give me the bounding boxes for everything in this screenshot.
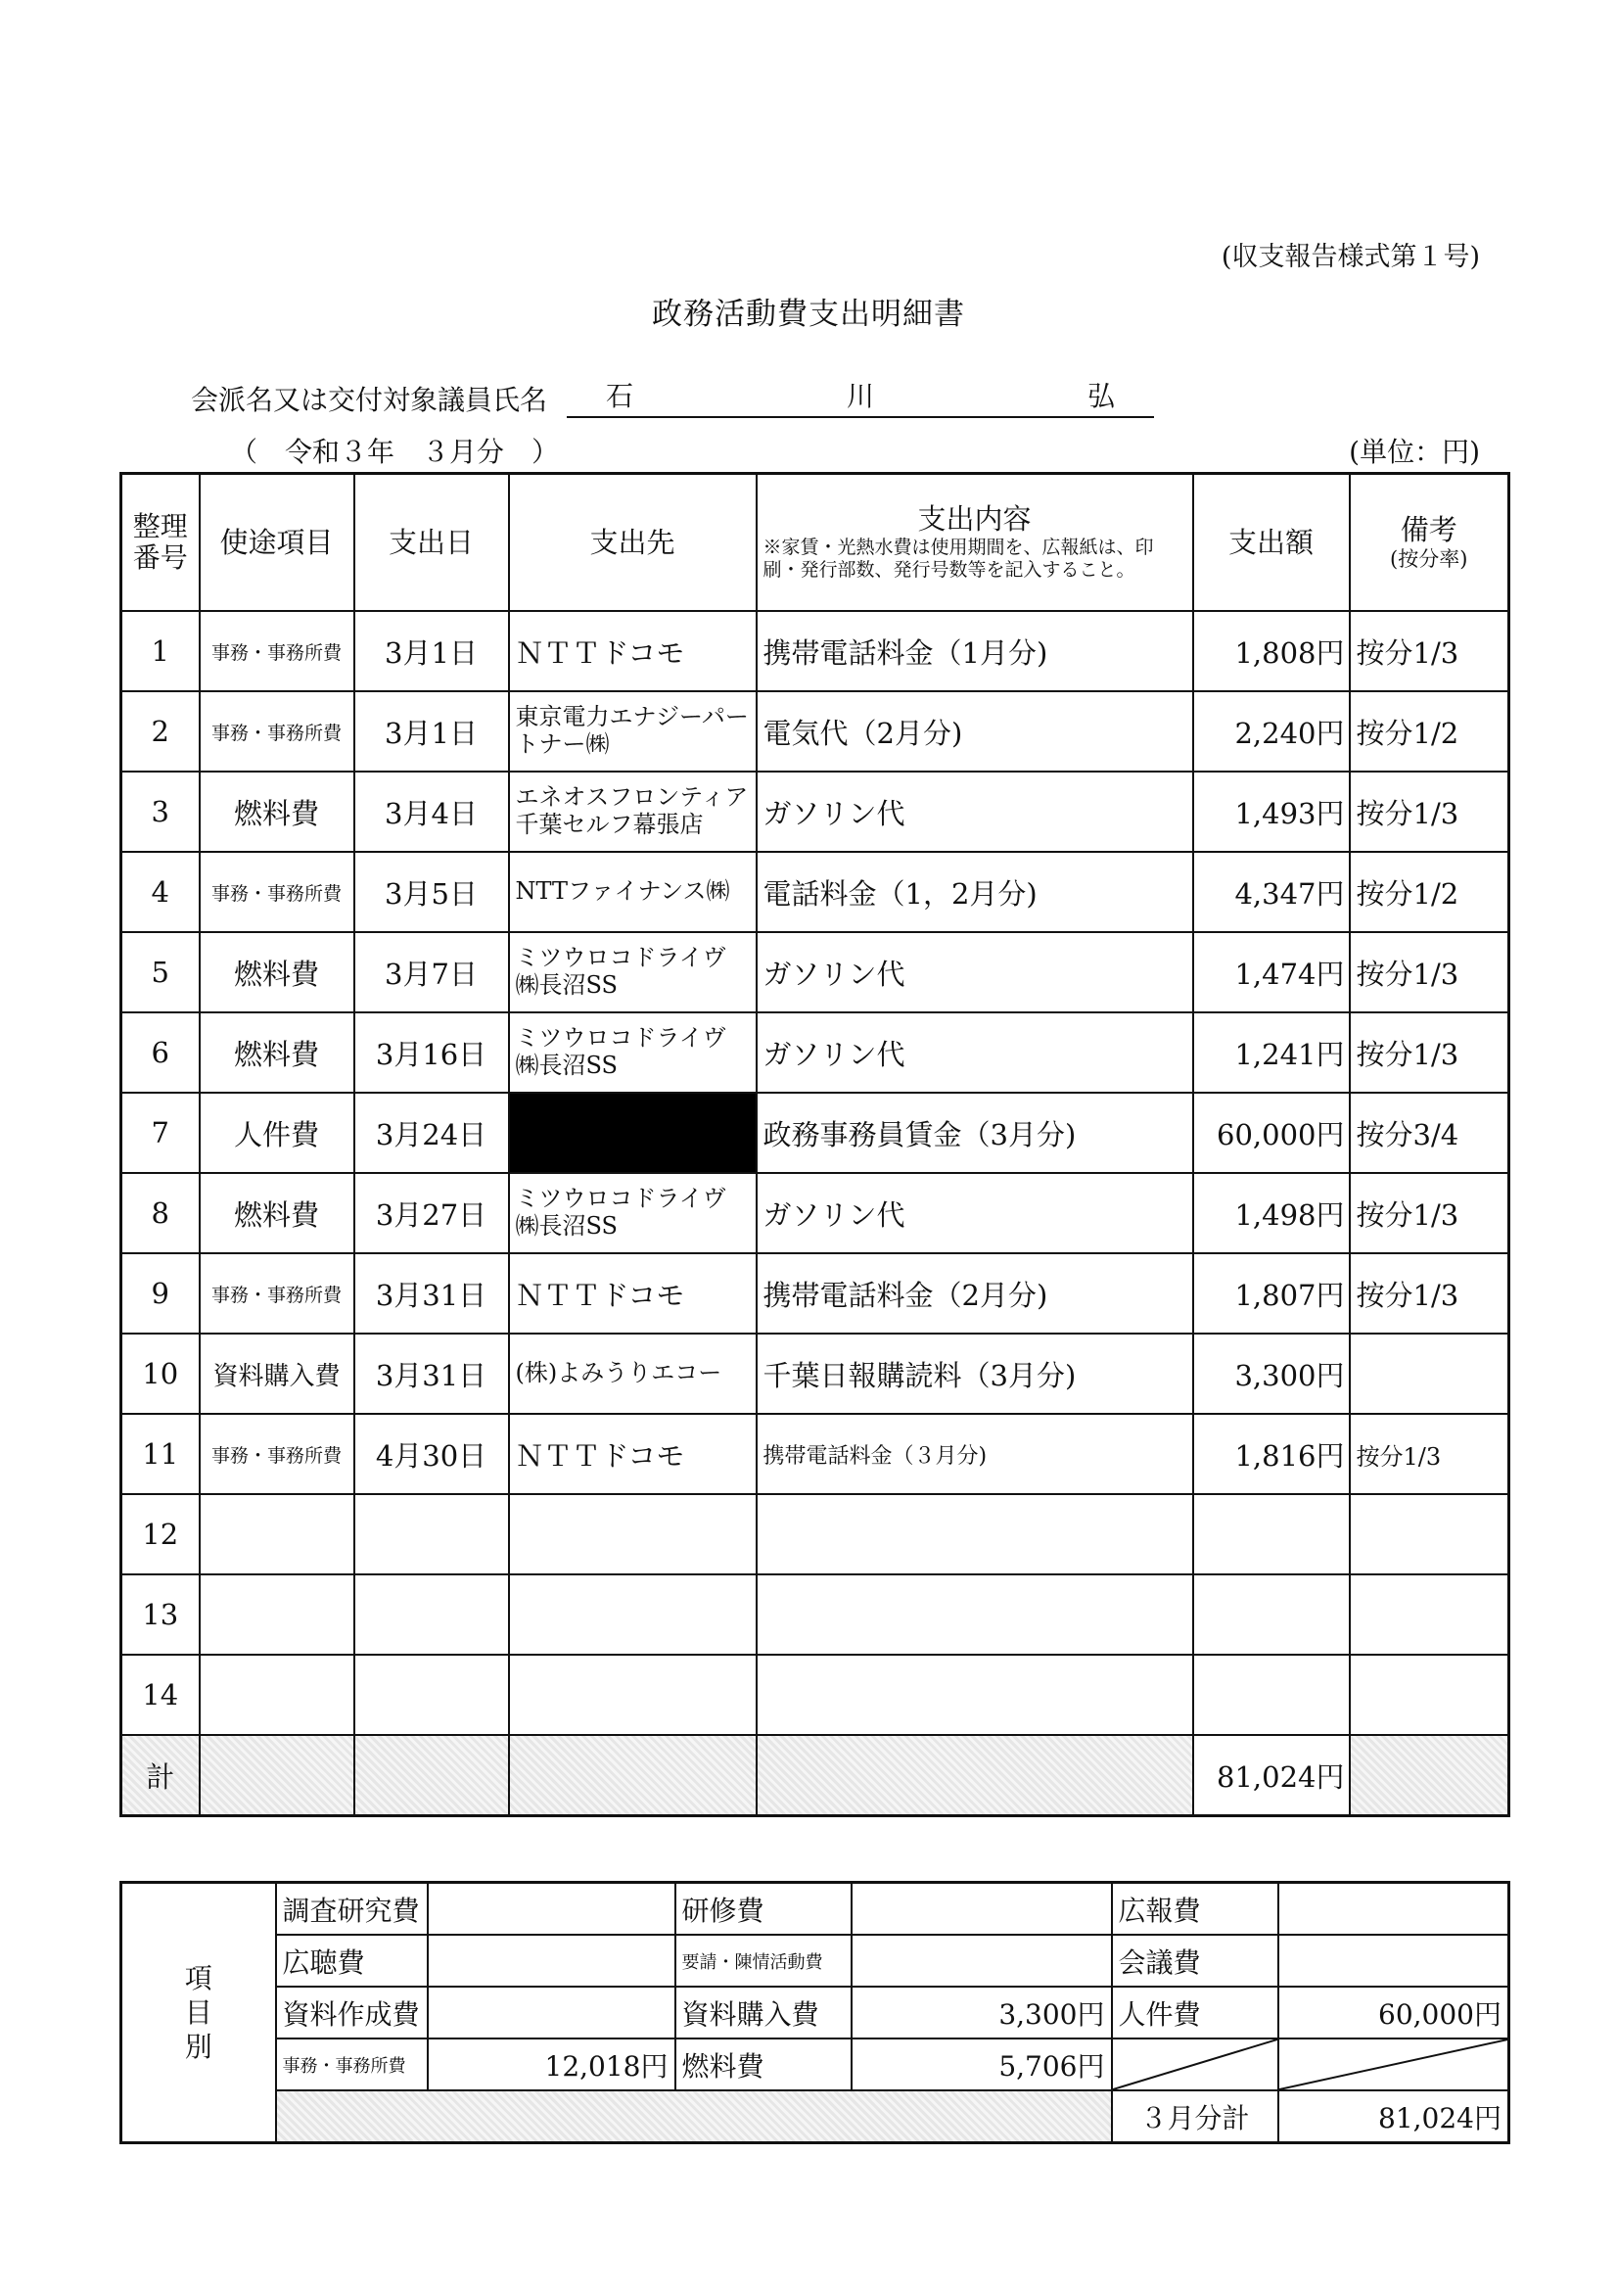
table-row bbox=[121, 691, 1509, 772]
row-category: 資料購入費 bbox=[200, 1334, 354, 1414]
table-row bbox=[121, 1093, 1509, 1173]
table-row bbox=[121, 1655, 1509, 1735]
summary-personnel-value: 60,000円 bbox=[1278, 1987, 1509, 2038]
shaded-cell bbox=[200, 1735, 354, 1816]
row-remarks: 按分3/4 bbox=[1350, 1093, 1509, 1173]
row-category bbox=[200, 1655, 354, 1735]
row-content bbox=[757, 1574, 1193, 1655]
header-remarks-sub: (按分率) bbox=[1390, 546, 1468, 571]
row-content: ガソリン代 bbox=[757, 1173, 1193, 1253]
row-remarks bbox=[1350, 1494, 1509, 1574]
summary-training-label: 研修費 bbox=[675, 1883, 852, 1936]
row-number: 1 bbox=[121, 611, 200, 691]
row-date: 3月31日 bbox=[354, 1253, 509, 1334]
row-amount: 1,807円 bbox=[1193, 1253, 1350, 1334]
summary-public-hearing-label: 広聴費 bbox=[276, 1935, 428, 1987]
table-row bbox=[121, 852, 1509, 932]
row-payee: ＮＴＴドコモ bbox=[509, 611, 757, 691]
table-row bbox=[121, 932, 1509, 1012]
header-date: 支出日 bbox=[354, 474, 509, 612]
header-remarks bbox=[1350, 474, 1509, 612]
row-number: 12 bbox=[121, 1494, 200, 1574]
member-name-char: 川 bbox=[847, 380, 875, 412]
summary-row bbox=[121, 2038, 1509, 2090]
summary-meeting-label: 会議費 bbox=[1112, 1935, 1278, 1987]
table-header-row bbox=[121, 474, 1509, 612]
row-date bbox=[354, 1655, 509, 1735]
summary-personnel-label: 人件費 bbox=[1112, 1987, 1278, 2038]
row-date: 3月1日 bbox=[354, 691, 509, 772]
row-date: 3月1日 bbox=[354, 611, 509, 691]
month-total-value: 81,024円 bbox=[1278, 2090, 1509, 2143]
member-name bbox=[567, 375, 1154, 418]
table-row bbox=[121, 1574, 1509, 1655]
table-row bbox=[121, 1253, 1509, 1334]
row-category bbox=[200, 1494, 354, 1574]
row-amount bbox=[1193, 1574, 1350, 1655]
shaded-cell bbox=[509, 1735, 757, 1816]
row-content: 電気代（2月分) bbox=[757, 691, 1193, 772]
summary-fuel-value: 5,706円 bbox=[852, 2038, 1112, 2090]
row-date: 3月31日 bbox=[354, 1334, 509, 1414]
header-category: 使途項目 bbox=[200, 474, 354, 612]
row-date: 3月24日 bbox=[354, 1093, 509, 1173]
header-payee: 支出先 bbox=[509, 474, 757, 612]
member-name-char: 弘 bbox=[1086, 380, 1115, 412]
row-amount bbox=[1193, 1494, 1350, 1574]
row-content: 携帯電話料金（３月分) bbox=[757, 1414, 1193, 1494]
row-amount: 1,241円 bbox=[1193, 1012, 1350, 1093]
row-number: 13 bbox=[121, 1574, 200, 1655]
row-remarks: 按分1/3 bbox=[1350, 932, 1509, 1012]
row-date bbox=[354, 1574, 509, 1655]
shaded-cell bbox=[354, 1735, 509, 1816]
table-row bbox=[121, 1334, 1509, 1414]
row-number: 9 bbox=[121, 1253, 200, 1334]
summary-material-making-value bbox=[428, 1987, 675, 2038]
row-number: 14 bbox=[121, 1655, 200, 1735]
row-content bbox=[757, 1655, 1193, 1735]
summary-petition-label: 要請・陳情活動費 bbox=[675, 1935, 852, 1987]
summary-petition-value bbox=[852, 1935, 1112, 1987]
row-category: 事務・事務所費 bbox=[200, 1414, 354, 1494]
summary-side-label: 項目別 bbox=[121, 1883, 276, 2143]
row-category: 事務・事務所費 bbox=[200, 1253, 354, 1334]
member-name-label: 会派名又は交付対象議員氏名 bbox=[191, 384, 548, 416]
row-date: 3月7日 bbox=[354, 932, 509, 1012]
table-row bbox=[121, 1414, 1509, 1494]
form-number: (収支報告様式第１号) bbox=[1221, 242, 1480, 272]
document-title: 政務活動費支出明細書 bbox=[652, 297, 965, 332]
row-payee: NTTファイナンス㈱ bbox=[509, 852, 757, 932]
summary-fuel-label: 燃料費 bbox=[675, 2038, 852, 2090]
row-payee: ＮＴＴドコモ bbox=[509, 1253, 757, 1334]
row-payee: 東京電力エナジーパートナー㈱ bbox=[509, 691, 757, 772]
row-date: 3月4日 bbox=[354, 772, 509, 852]
row-payee bbox=[509, 1494, 757, 1574]
row-content: 千葉日報購読料（3月分) bbox=[757, 1334, 1193, 1414]
shaded-cell bbox=[276, 2090, 1112, 2143]
row-content: 電話料金（1，2月分) bbox=[757, 852, 1193, 932]
summary-pr-value bbox=[1278, 1883, 1509, 1936]
row-number: 2 bbox=[121, 691, 200, 772]
row-category: 燃料費 bbox=[200, 1173, 354, 1253]
diagonal-empty-cell bbox=[1278, 2038, 1509, 2090]
row-date: 4月30日 bbox=[354, 1414, 509, 1494]
row-amount: 1,498円 bbox=[1193, 1173, 1350, 1253]
row-remarks: 按分1/3 bbox=[1350, 1173, 1509, 1253]
row-category: 事務・事務所費 bbox=[200, 611, 354, 691]
row-category bbox=[200, 1574, 354, 1655]
summary-meeting-value bbox=[1278, 1935, 1509, 1987]
shaded-cell bbox=[757, 1735, 1193, 1816]
table-row bbox=[121, 1494, 1509, 1574]
row-number: 11 bbox=[121, 1414, 200, 1494]
table-row bbox=[121, 1012, 1509, 1093]
summary-office-value: 12,018円 bbox=[428, 2038, 675, 2090]
row-category: 人件費 bbox=[200, 1093, 354, 1173]
summary-row bbox=[121, 1935, 1509, 1987]
row-remarks: 按分1/3 bbox=[1350, 1253, 1509, 1334]
member-name-row bbox=[191, 375, 1154, 418]
summary-row bbox=[121, 1883, 1509, 1936]
total-amount: 81,024円 bbox=[1193, 1735, 1350, 1816]
total-row bbox=[121, 1735, 1509, 1816]
summary-research-label: 調査研究費 bbox=[276, 1883, 428, 1936]
header-content bbox=[757, 474, 1193, 612]
row-content: ガソリン代 bbox=[757, 1012, 1193, 1093]
row-payee: ミツウロコドライヴ㈱長沼SS bbox=[509, 1173, 757, 1253]
summary-material-purchase-value: 3,300円 bbox=[852, 1987, 1112, 2038]
row-amount: 4,347円 bbox=[1193, 852, 1350, 932]
row-payee bbox=[509, 1574, 757, 1655]
summary-training-value bbox=[852, 1883, 1112, 1936]
row-number: 8 bbox=[121, 1173, 200, 1253]
row-payee: ミツウロコドライヴ㈱長沼SS bbox=[509, 932, 757, 1012]
row-date bbox=[354, 1494, 509, 1574]
category-summary-table bbox=[119, 1881, 1510, 2144]
summary-row bbox=[121, 2090, 1509, 2143]
total-label: 計 bbox=[121, 1735, 200, 1816]
row-number: 3 bbox=[121, 772, 200, 852]
table-row bbox=[121, 772, 1509, 852]
row-category: 燃料費 bbox=[200, 932, 354, 1012]
summary-material-purchase-label: 資料購入費 bbox=[675, 1987, 852, 2038]
row-content: 政務事務員賃金（3月分) bbox=[757, 1093, 1193, 1173]
summary-pr-label: 広報費 bbox=[1112, 1883, 1278, 1936]
row-number: 5 bbox=[121, 932, 200, 1012]
row-payee: ミツウロコドライヴ㈱長沼SS bbox=[509, 1012, 757, 1093]
row-remarks: 按分1/3 bbox=[1350, 772, 1509, 852]
row-content: 携帯電話料金（2月分) bbox=[757, 1253, 1193, 1334]
summary-office-label: 事務・事務所費 bbox=[276, 2038, 428, 2090]
expense-table bbox=[119, 472, 1510, 1817]
diagonal-empty-cell bbox=[1112, 2038, 1278, 2090]
report-period: （ 令和３年 ３月分 ） bbox=[230, 436, 560, 468]
row-remarks: 按分1/2 bbox=[1350, 852, 1509, 932]
table-row bbox=[121, 1173, 1509, 1253]
row-category: 事務・事務所費 bbox=[200, 691, 354, 772]
row-payee bbox=[509, 1655, 757, 1735]
row-remarks: 按分1/3 bbox=[1350, 1414, 1509, 1494]
row-content: ガソリン代 bbox=[757, 772, 1193, 852]
member-name-char: 石 bbox=[606, 380, 634, 412]
row-content bbox=[757, 1494, 1193, 1574]
row-remarks bbox=[1350, 1574, 1509, 1655]
row-content: 携帯電話料金（1月分) bbox=[757, 611, 1193, 691]
header-amount: 支出額 bbox=[1193, 474, 1350, 612]
redacted-payee bbox=[509, 1093, 757, 1173]
row-amount bbox=[1193, 1655, 1350, 1735]
row-number: 4 bbox=[121, 852, 200, 932]
row-remarks bbox=[1350, 1655, 1509, 1735]
summary-row bbox=[121, 1987, 1509, 2038]
row-date: 3月27日 bbox=[354, 1173, 509, 1253]
row-amount: 2,240円 bbox=[1193, 691, 1350, 772]
row-remarks: 按分1/3 bbox=[1350, 611, 1509, 691]
summary-material-making-label: 資料作成費 bbox=[276, 1987, 428, 2038]
row-category: 燃料費 bbox=[200, 1012, 354, 1093]
header-remarks-title: 備考 bbox=[1400, 513, 1457, 546]
header-content-title: 支出内容 bbox=[917, 501, 1032, 536]
summary-public-hearing-value bbox=[428, 1935, 675, 1987]
row-payee: エネオスフロンティア千葉セルフ幕張店 bbox=[509, 772, 757, 852]
currency-unit: (単位：円) bbox=[1349, 436, 1480, 468]
row-payee: (株)よみうりエコー bbox=[509, 1334, 757, 1414]
row-amount: 1,493円 bbox=[1193, 772, 1350, 852]
row-amount: 1,808円 bbox=[1193, 611, 1350, 691]
row-remarks bbox=[1350, 1334, 1509, 1414]
summary-research-value bbox=[428, 1883, 675, 1936]
row-amount: 1,474円 bbox=[1193, 932, 1350, 1012]
row-number: 10 bbox=[121, 1334, 200, 1414]
month-total-label: ３月分計 bbox=[1112, 2090, 1278, 2143]
table-row bbox=[121, 611, 1509, 691]
row-category: 燃料費 bbox=[200, 772, 354, 852]
header-content-note: ※家賃・光熱水費は使用期間を、広報紙は、印刷・発行部数、発行号数等を記入すること。 bbox=[762, 536, 1154, 582]
row-number: 6 bbox=[121, 1012, 200, 1093]
row-amount: 60,000円 bbox=[1193, 1093, 1350, 1173]
row-content: ガソリン代 bbox=[757, 932, 1193, 1012]
row-category: 事務・事務所費 bbox=[200, 852, 354, 932]
row-remarks: 按分1/2 bbox=[1350, 691, 1509, 772]
row-payee: ＮＴＴドコモ bbox=[509, 1414, 757, 1494]
row-date: 3月16日 bbox=[354, 1012, 509, 1093]
row-number: 7 bbox=[121, 1093, 200, 1173]
row-amount: 3,300円 bbox=[1193, 1334, 1350, 1414]
header-number: 整理番号 bbox=[121, 474, 200, 612]
shaded-cell bbox=[1350, 1735, 1509, 1816]
row-date: 3月5日 bbox=[354, 852, 509, 932]
row-remarks: 按分1/3 bbox=[1350, 1012, 1509, 1093]
row-amount: 1,816円 bbox=[1193, 1414, 1350, 1494]
